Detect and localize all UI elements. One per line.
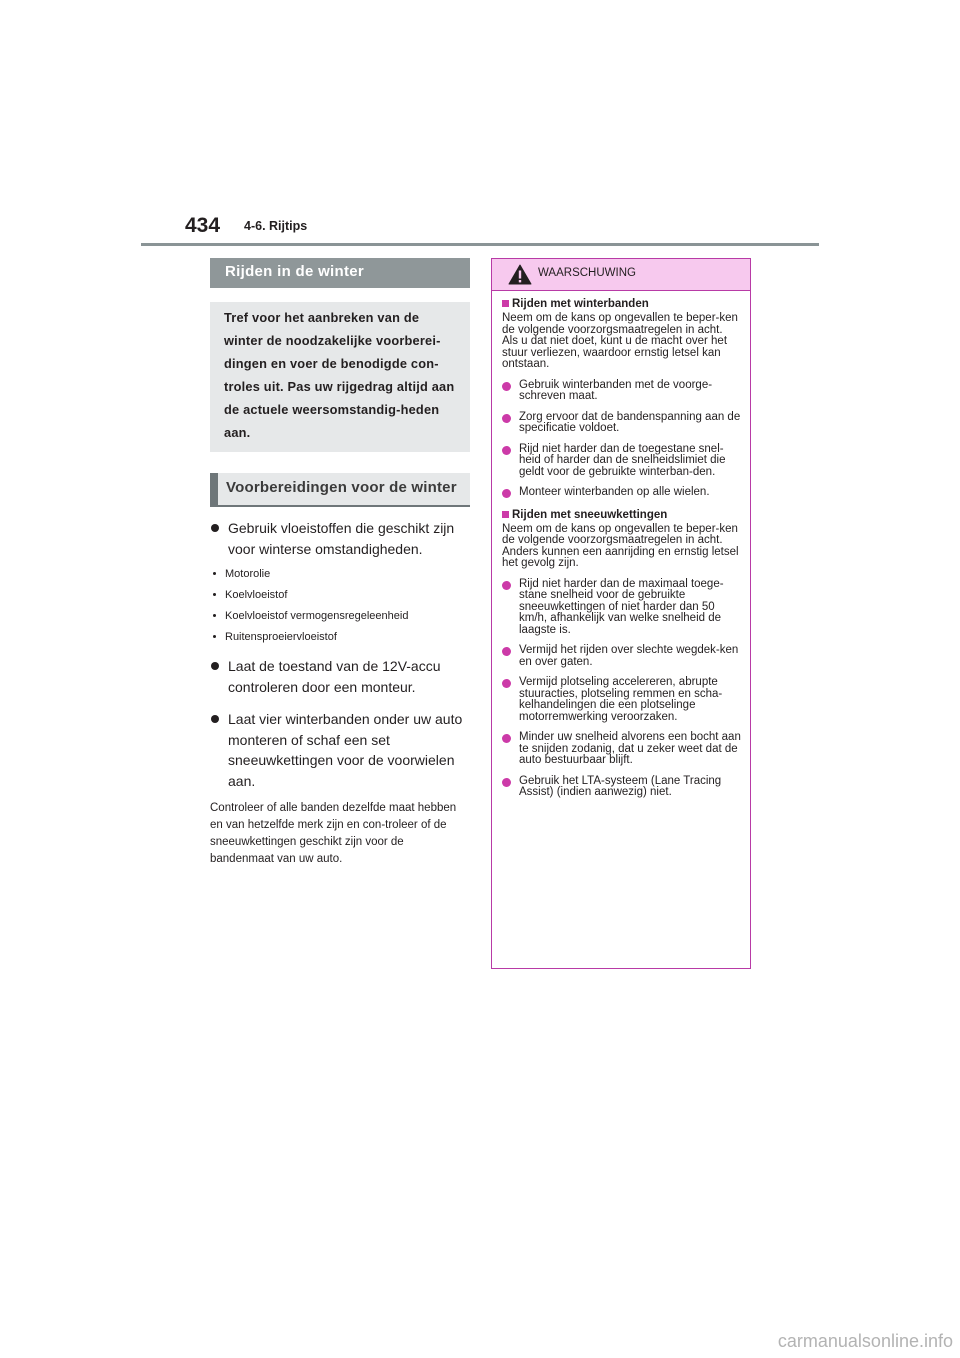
fluid-item: Motorolie bbox=[210, 567, 470, 581]
sub-bullet-icon bbox=[213, 572, 216, 575]
warning-item: Monteer winterbanden op alle wielen. bbox=[502, 487, 742, 499]
tire-paragraph: Controleer of alle banden dezelfde maat hebben en van hetzelfde merk zijn en con-troleer of de sneeuwkettingen geschikt zijn voor de bandenmaat van uw auto. bbox=[210, 802, 457, 865]
bullet-text: Laat de toestand van de 12V-accu controleren door een monteur. bbox=[228, 658, 441, 695]
sub-bullet-icon bbox=[213, 593, 216, 596]
warning-item: Zorg ervoor dat de bandenspanning aan de specificatie voldoet. bbox=[502, 412, 742, 435]
subheading: Voorbereidingen voor de winter bbox=[210, 473, 470, 507]
fluid-item: Koelvloeistof bbox=[210, 588, 470, 602]
warning-paragraph: Anders kunnen een aanrijding en ernstig letsel het gevolg zijn. bbox=[502, 545, 739, 569]
warning-box bbox=[491, 258, 751, 969]
intro-box: Tref voor het aanbreken van de winter de noodzakelijke voorberei-dingen en voer de benodigde con-troles uit. Pas uw rijgedrag altijd aan de actuele weersomstandig-heden aan. bbox=[210, 302, 470, 452]
header-rule bbox=[141, 243, 819, 246]
warning-paragraph: Als u dat niet doet, kunt u de macht over het stuur verliezen, waardoor ernstig letsel kan ontstaan. bbox=[502, 335, 728, 370]
pink-bullet-icon bbox=[502, 734, 511, 743]
pink-bullet-icon bbox=[502, 489, 511, 498]
warning-item: Vermijd plotseling accelereren, abrupte stuuracties, plotseling remmen en scha-kelhandelingen die een plotselinge motorremwerking veroorzaken. bbox=[502, 677, 742, 723]
sub-bullet-icon bbox=[213, 635, 216, 638]
pink-bullet-icon bbox=[502, 446, 511, 455]
bullet-battery bbox=[210, 656, 470, 697]
section-label: 4-6. Rijtips bbox=[244, 219, 308, 233]
warning-title: WAARSCHUWING bbox=[538, 267, 636, 279]
bullet-tires bbox=[210, 709, 470, 791]
warning-item: Rijd niet harder dan de maximaal toege-stane snelheid voor de gebruikte sneeuwkettingen of niet harder dan 50 km/h, afhankelijk van welke snelheid de laagste is. bbox=[502, 579, 742, 637]
warning-body bbox=[492, 291, 750, 799]
warning-item: Vermijd het rijden over slechte wegdek-ken en over gaten. bbox=[502, 645, 742, 668]
pink-bullet-icon bbox=[502, 414, 511, 423]
left-column bbox=[210, 258, 470, 868]
warning-header bbox=[492, 259, 750, 291]
watermark-link[interactable]: carmanualsonline.info bbox=[777, 1331, 953, 1351]
bullet-dot-icon bbox=[211, 715, 219, 723]
pink-bullet-icon bbox=[502, 778, 511, 787]
square-bullet-icon bbox=[502, 511, 509, 518]
pink-bullet-icon bbox=[502, 647, 511, 656]
warning-item: Gebruik het LTA-systeem (Lane Tracing Assist) (indien aanwezig) niet. bbox=[502, 776, 742, 799]
warning-triangle-icon bbox=[508, 264, 532, 285]
sub-bullet-icon bbox=[213, 614, 216, 617]
pink-bullet-icon bbox=[502, 382, 511, 391]
warning-item: Rijd niet harder dan de toegestane snel-heid of harder dan de snelheidslimiet die geldt voor de gebruikte winterban-den. bbox=[502, 444, 742, 479]
warning-paragraph: Neem om de kans op ongevallen te beper-ken de volgende voorzorgsmaatregelen in acht. bbox=[502, 312, 738, 336]
warning-item: Minder uw snelheid alvorens een bocht aan te snijden zodanig, dat u zeker weet dat de auto bestuurbaar blijft. bbox=[502, 732, 742, 767]
square-bullet-icon bbox=[502, 300, 509, 307]
section-heading: Rijden in de winter bbox=[210, 258, 470, 288]
bullet-fluids bbox=[210, 518, 470, 559]
bullet-dot-icon bbox=[211, 524, 219, 532]
warning-paragraph: Neem om de kans op ongevallen te beper-ken de volgende voorzorgsmaatregelen in acht. bbox=[502, 522, 738, 546]
warning-item: Gebruik winterbanden met de voorge-schreven maat. bbox=[502, 380, 742, 403]
fluid-item: Ruitensproeiervloeistof bbox=[210, 630, 470, 644]
bullet-text: Gebruik vloeistoffen die geschikt zijn voor winterse omstandigheden. bbox=[228, 520, 455, 557]
fluid-item: Koelvloeistof vermogensregeleenheid bbox=[210, 609, 470, 623]
warning-section-title: Rijden met sneeuwkettingen bbox=[502, 508, 742, 522]
bullet-text: Laat vier winterbanden onder uw auto monteren of schaf een set sneeuwkettingen voor de voorwielen aan. bbox=[228, 711, 463, 789]
bullet-dot-icon bbox=[211, 662, 219, 670]
pink-bullet-icon bbox=[502, 679, 511, 688]
warning-section-title: Rijden met winterbanden bbox=[502, 297, 742, 311]
page-number: 434 bbox=[185, 214, 221, 237]
pink-bullet-icon bbox=[502, 581, 511, 590]
